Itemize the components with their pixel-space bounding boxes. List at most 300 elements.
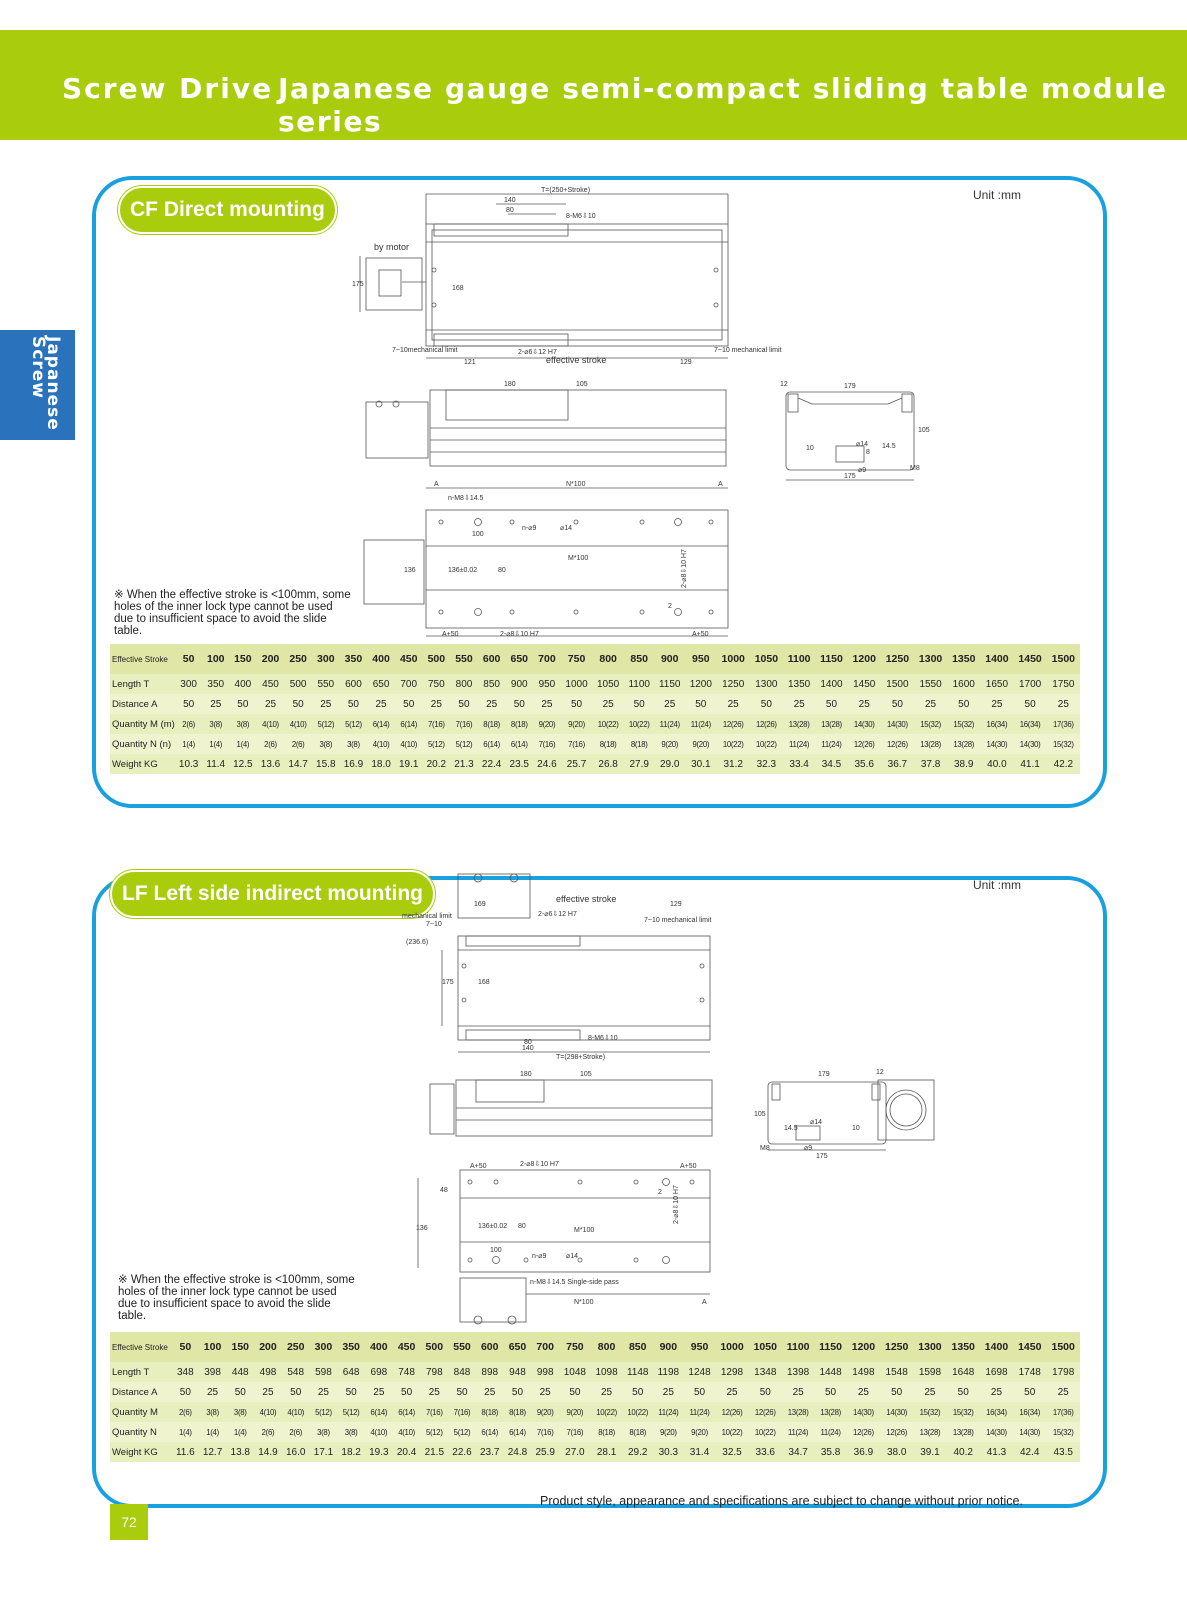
table-cell: 5(12) [423,734,451,754]
table-cell: 50 [393,1382,421,1402]
table-cell: 36.9 [847,1442,880,1462]
table-header-row [110,1332,1080,1362]
table-cell: 5(12) [420,1422,448,1442]
row-label: Quantity N [110,1422,172,1442]
table-cell: 9(20) [533,714,561,734]
table-cell: 11(24) [653,1402,684,1422]
table-cell: 14(30) [980,734,1013,754]
table-cell: 14(30) [848,714,881,734]
stroke-header-cell: 1100 [782,1332,814,1362]
table-cell: 1598 [913,1362,946,1382]
table-cell: 50 [229,694,257,714]
stroke-header-cell: 650 [505,644,533,674]
table-cell: 15(32) [914,714,947,734]
table-cell: 50 [684,1382,716,1402]
table-cell: 15(32) [913,1402,946,1422]
table-cell: 1(4) [202,734,229,754]
table-cell: 5(12) [310,1402,338,1422]
table-cell: 50 [749,1382,782,1402]
table-cell: 700 [395,674,423,694]
table-cell: 27.9 [624,754,655,774]
cf-dim-121: 121 [464,359,476,366]
table-cell: 16(34) [980,714,1013,734]
lf-counterbore: n-M8⇩14.5 Single-side pass [530,1279,619,1286]
stroke-header-cell: 350 [337,1332,365,1362]
lf-dim-129: 129 [670,901,682,908]
table-cell: 1(4) [226,1422,254,1442]
table-cell: 11(24) [783,734,815,754]
stroke-header-cell: 200 [257,644,285,674]
lf-pin-holes: 2-⌀6⇩12 H7 [538,911,577,918]
table-cell: 18.2 [337,1442,365,1462]
table-cell: 8(18) [478,714,506,734]
table-cell: 500 [284,674,312,694]
table-cell: 1298 [715,1362,748,1382]
stroke-header-cell: 550 [448,1332,476,1362]
cf-end-175: 175 [844,473,856,480]
table-cell: 31.2 [717,754,750,774]
table-cell: 6(14) [365,1402,393,1422]
lf-dim-175: 175 [442,979,454,986]
stroke-header-cell: 400 [365,1332,393,1362]
cf-mech-limit-right: 7~10 mechanical limit [714,347,782,354]
row-label: Length T [110,1362,172,1382]
cf-dim-n100: N*100 [566,481,586,488]
table-cell: 25 [476,1382,504,1402]
table-cell: 11(24) [684,1402,716,1422]
table-cell: 12(26) [717,714,750,734]
table-cell: 398 [199,1362,227,1382]
table-cell: 7(16) [448,1402,476,1422]
stroke-header-cell: 700 [531,1332,559,1362]
table-cell: 25 [914,694,947,714]
cf-dim-105: 105 [576,381,588,388]
table-cell: 14(30) [1014,734,1047,754]
row-label: Distance A [110,1382,172,1402]
table-cell: 548 [282,1362,310,1382]
table-cell: 30.3 [653,1442,684,1462]
cf-bottom-pins: 2-⌀8⇩10 H7 [500,631,539,638]
table-cell: 13(28) [947,1422,980,1442]
cf-label-2: 2 [668,603,672,610]
stroke-header-cell: 1500 [1046,1332,1080,1362]
table-row [110,714,1080,734]
table-cell: 948 [504,1362,532,1382]
table-cell: 1648 [947,1362,980,1382]
table-cell: 6(14) [393,1402,421,1422]
lf-dim-m100: M*100 [574,1227,595,1234]
table-cell: 25 [423,694,451,714]
table-cell: 37.8 [914,754,947,774]
table-cell: 11(24) [814,1422,846,1442]
table-cell: 1250 [717,674,750,694]
lf-dim-168: 168 [478,979,490,986]
table-cell: 16(34) [980,1402,1013,1422]
table-cell: 13.6 [257,754,285,774]
cf-section-a-right: A [718,481,723,488]
lf-holes-n14: ⌀14 [566,1253,579,1260]
cf-dim-top-holes: 8-M6⇩10 [566,213,596,220]
table-cell: 14(30) [881,714,914,734]
table-cell: 448 [226,1362,254,1382]
table-cell: 1348 [749,1362,782,1382]
table-cell: 25 [913,1382,946,1402]
table-cell: 1050 [592,674,624,694]
table-cell: 8(18) [624,734,655,754]
stroke-header-cell: 950 [684,1332,716,1362]
table-cell: 3(8) [202,714,229,734]
stroke-header-cell: 900 [653,1332,684,1362]
table-cell: 5(12) [450,734,478,754]
table-cell: 12(26) [881,734,914,754]
cf-spec-table [110,644,1080,774]
table-cell: 10.3 [175,754,203,774]
header-right-title: Japanese gauge semi-compact sliding table module series [278,72,1168,138]
table-cell: 50 [881,694,914,714]
table-cell: 42.4 [1013,1442,1046,1462]
table-cell: 25 [254,1382,282,1402]
cf-dim-m100: M*100 [568,555,589,562]
table-cell: 1748 [1013,1362,1046,1382]
table-cell: 21.3 [450,754,478,774]
lf-end-14-5: 14.5 [784,1125,798,1132]
table-header-label: Effective Stroke [110,644,175,674]
cf-mech-limit-left: 7~10mechanical limit [392,347,458,354]
table-cell: 10(22) [624,714,655,734]
table-cell: 31.4 [684,1442,716,1462]
table-cell: 1098 [591,1362,623,1382]
cf-dim-total-length: T=(250+Stroke) [541,187,591,194]
table-cell: 800 [450,674,478,694]
lf-dim-169: 169 [474,901,486,908]
table-cell: 33.6 [749,1442,782,1462]
lf-dim-100: 100 [490,1247,502,1254]
lf-side-pins: 2-⌀8⇩10 H7 [673,1185,680,1224]
stroke-header-cell: 300 [312,644,340,674]
table-cell: 50 [505,694,533,714]
table-cell: 50 [504,1382,532,1402]
stroke-header-cell: 900 [654,644,685,674]
table-cell: 6(14) [505,734,533,754]
header-left-title: Screw Drive [62,72,274,105]
cf-end-8: 8 [866,449,870,456]
cf-holes-n9: n-⌀9 [522,525,537,532]
table-cell: 12.7 [199,1442,227,1462]
lf-dim-140: 140 [522,1045,534,1052]
table-cell: 25 [312,694,340,714]
stroke-header-cell: 1500 [1047,644,1080,674]
table-cell: 848 [448,1362,476,1382]
table-cell: 7(16) [559,1422,591,1442]
stroke-header-cell: 300 [310,1332,338,1362]
table-cell: 50 [561,694,593,714]
table-cell: 2(6) [254,1422,282,1442]
lf-dim-80b: 80 [518,1223,526,1230]
table-cell: 35.8 [814,1442,846,1462]
lf-dim-tolerance: 136±0.02 [478,1223,508,1230]
stroke-header-cell: 500 [420,1332,448,1362]
lf-title-badge: LF Left side indirect mounting [110,870,435,918]
table-cell: 14(30) [980,1422,1013,1442]
stroke-header-cell: 750 [561,644,593,674]
stroke-header-cell: 700 [533,644,561,674]
table-cell: 25 [848,694,881,714]
cf-dim-a50-left: A+50 [442,631,459,638]
table-cell: 25 [980,1382,1013,1402]
table-cell: 24.6 [533,754,561,774]
cf-end-179: 179 [844,383,856,390]
lf-end-9: ⌀9 [804,1145,813,1152]
table-cell: 25 [478,694,506,714]
table-cell: 26.8 [592,754,624,774]
table-cell: 14(30) [1013,1422,1046,1442]
table-cell: 19.1 [395,754,423,774]
stroke-header-cell: 1000 [715,1332,748,1362]
lf-spec-table [110,1332,1080,1462]
table-cell: 648 [337,1362,365,1382]
table-cell: 3(8) [340,734,368,754]
table-cell: 25 [202,694,229,714]
stroke-header-cell: 1450 [1014,644,1047,674]
lf-end-14: ⌀14 [810,1119,823,1126]
table-cell: 3(8) [337,1422,365,1442]
table-cell: 6(14) [395,714,423,734]
lf-dim-80: 80 [524,1039,532,1046]
lf-dim-136: 136 [416,1225,428,1232]
table-cell: 1198 [653,1362,684,1382]
stroke-header-cell: 100 [199,1332,227,1362]
table-cell: 2(6) [175,714,203,734]
table-cell: 13(28) [815,714,847,734]
page-number: 72 [110,1504,148,1540]
table-cell: 16.0 [282,1442,310,1462]
table-cell: 7(16) [450,714,478,734]
table-cell: 1400 [815,674,847,694]
table-cell: 28.1 [591,1442,623,1462]
lf-mech-limit-left: mechanical limit [402,913,452,920]
lf-dim-180: 180 [520,1071,532,1078]
stroke-header-cell: 350 [340,644,368,674]
row-label: Quantity M [110,1402,172,1422]
table-cell: 29.0 [654,754,685,774]
table-row [110,694,1080,714]
table-cell: 50 [337,1382,365,1402]
table-cell: 43.5 [1046,1442,1080,1462]
stroke-header-cell: 1000 [717,644,750,674]
table-cell: 10(22) [591,1402,623,1422]
table-cell: 11(24) [782,1422,814,1442]
table-cell: 5(12) [340,714,368,734]
table-cell: 1498 [847,1362,880,1382]
table-cell: 1000 [561,674,593,694]
cf-dim-80: 80 [506,207,514,214]
table-cell: 11(24) [654,714,685,734]
table-row [110,1382,1080,1402]
table-cell: 25 [591,1382,623,1402]
cf-dim-100: 100 [472,531,484,538]
table-cell: 1698 [980,1362,1013,1382]
table-cell: 40.2 [947,1442,980,1462]
table-cell: 650 [367,674,395,694]
table-cell: 900 [505,674,533,694]
table-cell: 1(4) [175,734,203,754]
stroke-header-cell: 1150 [815,644,847,674]
cf-dim-136: 136 [404,567,416,574]
lf-end-179: 179 [818,1071,830,1078]
table-cell: 21.5 [420,1442,448,1462]
table-cell: 41.3 [980,1442,1013,1462]
table-cell: 32.5 [715,1442,748,1462]
table-cell: 12(26) [749,1402,782,1422]
table-cell: 10(22) [622,1402,653,1422]
table-cell: 13(28) [947,734,980,754]
table-cell: 5(12) [337,1402,365,1422]
row-label: Length T [110,674,175,694]
cf-note: ※ When the effective stroke is <100mm, some holes of the inner lock type cannot be used due to insufficient space to avoid the slide table. [114,589,351,637]
stroke-header-cell: 50 [172,1332,199,1362]
table-cell: 50 [880,1382,913,1402]
table-cell: 12(26) [847,1422,880,1442]
table-cell: 22.6 [448,1442,476,1462]
stroke-header-cell: 1200 [848,644,881,674]
table-cell: 25 [980,694,1013,714]
table-cell: 1600 [947,674,980,694]
table-cell: 23.5 [505,754,533,774]
table-cell: 38.9 [947,754,980,774]
table-cell: 25 [847,1382,880,1402]
table-cell: 39.1 [913,1442,946,1462]
table-cell: 17(36) [1047,714,1080,734]
table-cell: 998 [531,1362,559,1382]
lf-holes: 8-M6⇩10 [588,1035,618,1042]
table-cell: 1548 [880,1362,913,1382]
table-cell: 14.7 [284,754,312,774]
table-header-label: Effective Stroke [110,1332,172,1362]
row-label: Quantity N (n) [110,734,175,754]
table-cell: 3(8) [312,734,340,754]
table-cell: 20.4 [393,1442,421,1462]
table-cell: 2(6) [284,734,312,754]
lf-note: ※ When the effective stroke is <100mm, some holes of the inner lock type cannot be used due to insufficient space to avoid the slide table. [118,1274,355,1322]
table-cell: 15(32) [947,1402,980,1422]
footer-notice: Product style, appearance and specifications are subject to change without prior notice. [540,1494,1023,1508]
table-cell: 50 [815,694,847,714]
cf-dim-129: 129 [680,359,692,366]
table-cell: 750 [423,674,451,694]
table-cell: 5(12) [448,1422,476,1442]
table-cell: 13(28) [782,1402,814,1422]
table-cell: 3(8) [226,1402,254,1422]
row-label: Distance A [110,694,175,714]
table-cell: 25 [257,694,285,714]
table-cell: 1700 [1014,674,1047,694]
table-cell: 4(10) [282,1402,310,1422]
table-cell: 9(20) [531,1402,559,1422]
stroke-header-cell: 750 [559,1332,591,1362]
table-cell: 4(10) [254,1402,282,1422]
stroke-header-cell: 800 [592,644,624,674]
stroke-header-cell: 850 [624,644,655,674]
stroke-header-cell: 1450 [1013,1332,1046,1362]
cf-counterbore: n-M8⇩14.5 [448,495,484,502]
side-tab [0,330,75,440]
stroke-header-cell: 850 [622,1332,653,1362]
table-cell: 8(18) [591,1422,623,1442]
table-cell: 25 [310,1382,338,1402]
table-cell: 50 [559,1382,591,1402]
table-cell: 11.6 [172,1442,199,1462]
table-cell: 8(18) [622,1422,653,1442]
table-cell: 13(28) [783,714,815,734]
table-cell: 34.5 [815,754,847,774]
table-cell: 50 [284,694,312,714]
lf-dim-a50-left: A+50 [470,1163,487,1170]
table-cell: 12(26) [750,714,783,734]
table-cell: 25 [367,694,395,714]
table-cell: 30.1 [685,754,717,774]
table-cell: 1150 [654,674,685,694]
stroke-header-cell: 150 [229,644,257,674]
table-cell: 7(16) [420,1402,448,1422]
table-cell: 1148 [622,1362,653,1382]
lf-end-105: 105 [754,1111,766,1118]
cf-pin-holes: 2-⌀6⇩12 H7 [518,349,557,356]
table-cell: 1(4) [172,1422,199,1442]
table-cell: 25 [715,1382,748,1402]
table-cell: 16(34) [1013,1402,1046,1422]
table-cell: 20.2 [423,754,451,774]
table-cell: 13(28) [914,734,947,754]
table-row [110,1402,1080,1422]
lf-unit-label: Unit :mm [973,878,1021,892]
table-cell: 34.7 [782,1442,814,1462]
table-cell: 19.3 [365,1442,393,1462]
table-cell: 25 [533,694,561,714]
table-cell: 25 [365,1382,393,1402]
table-cell: 1500 [881,674,914,694]
table-cell: 25.7 [561,754,593,774]
lf-effective-stroke: effective stroke [556,894,617,904]
table-cell: 23.7 [476,1442,504,1462]
table-cell: 1750 [1047,674,1080,694]
table-cell: 6(14) [504,1422,532,1442]
table-cell: 748 [393,1362,421,1382]
table-cell: 7(16) [561,734,593,754]
table-cell: 25 [420,1382,448,1402]
stroke-header-cell: 250 [282,1332,310,1362]
table-cell: 25 [531,1382,559,1402]
table-row [110,1422,1080,1442]
table-cell: 25 [1047,694,1080,714]
table-cell: 6(14) [367,714,395,734]
table-cell: 950 [533,674,561,694]
table-cell: 1550 [914,674,947,694]
table-cell: 12.5 [229,754,257,774]
table-cell: 6(14) [478,734,506,754]
table-row [110,674,1080,694]
table-cell: 798 [420,1362,448,1382]
lf-dim-a50-right: A+50 [680,1163,697,1170]
table-cell: 550 [312,674,340,694]
table-cell: 41.1 [1014,754,1047,774]
table-header-row [110,644,1080,674]
row-label: Quantity M (m) [110,714,175,734]
table-cell: 16(34) [1014,714,1047,734]
table-cell: 348 [172,1362,199,1382]
stroke-header-cell: 400 [367,644,395,674]
table-cell: 25 [1046,1382,1080,1402]
table-cell: 15(32) [947,714,980,734]
